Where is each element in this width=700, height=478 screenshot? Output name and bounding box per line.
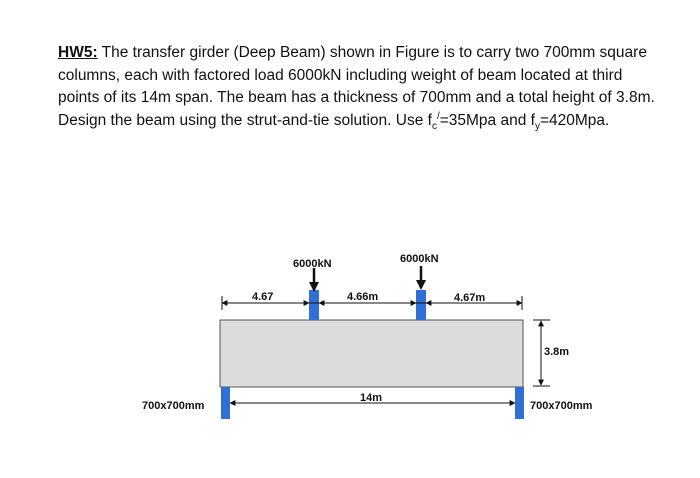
problem-text-part1: The transfer girder (Deep Beam) shown in Figure is to carry two 700mm square columns, each with factored load 6000kN including weight of beam located at third points of its 14m span. The beam has a thickness of 700mm and a total height of 3.8m. Design the beam using the strut-and-tie solution. Use f — [58, 44, 655, 129]
height-label: 3.8m — [544, 346, 570, 358]
load-label-left: 6000kN — [293, 258, 332, 270]
problem-heading: HW5: — [58, 44, 98, 61]
dimension-middle: 4.66m — [347, 291, 379, 303]
fc-superscript: / — [436, 110, 440, 122]
load-label-right: 6000kN — [400, 253, 439, 265]
dimension-right: 4.67m — [454, 292, 486, 304]
support-label-right: 700x700mm — [530, 400, 593, 412]
problem-text-part3: =420Mpa. — [539, 111, 610, 129]
column-right — [416, 290, 426, 320]
support-column-right — [515, 387, 524, 419]
fc-subscript: c — [431, 120, 437, 132]
span-label: 14m — [360, 392, 383, 404]
support-label-left: 700x700mm — [142, 400, 205, 412]
fy-subscript: y — [534, 120, 540, 132]
problem-text-part2: =35Mpa and f — [439, 111, 535, 129]
support-column-left — [221, 387, 230, 419]
column-left — [309, 290, 319, 320]
beam-body — [220, 320, 523, 387]
dimension-left: 4.67 — [252, 291, 274, 303]
